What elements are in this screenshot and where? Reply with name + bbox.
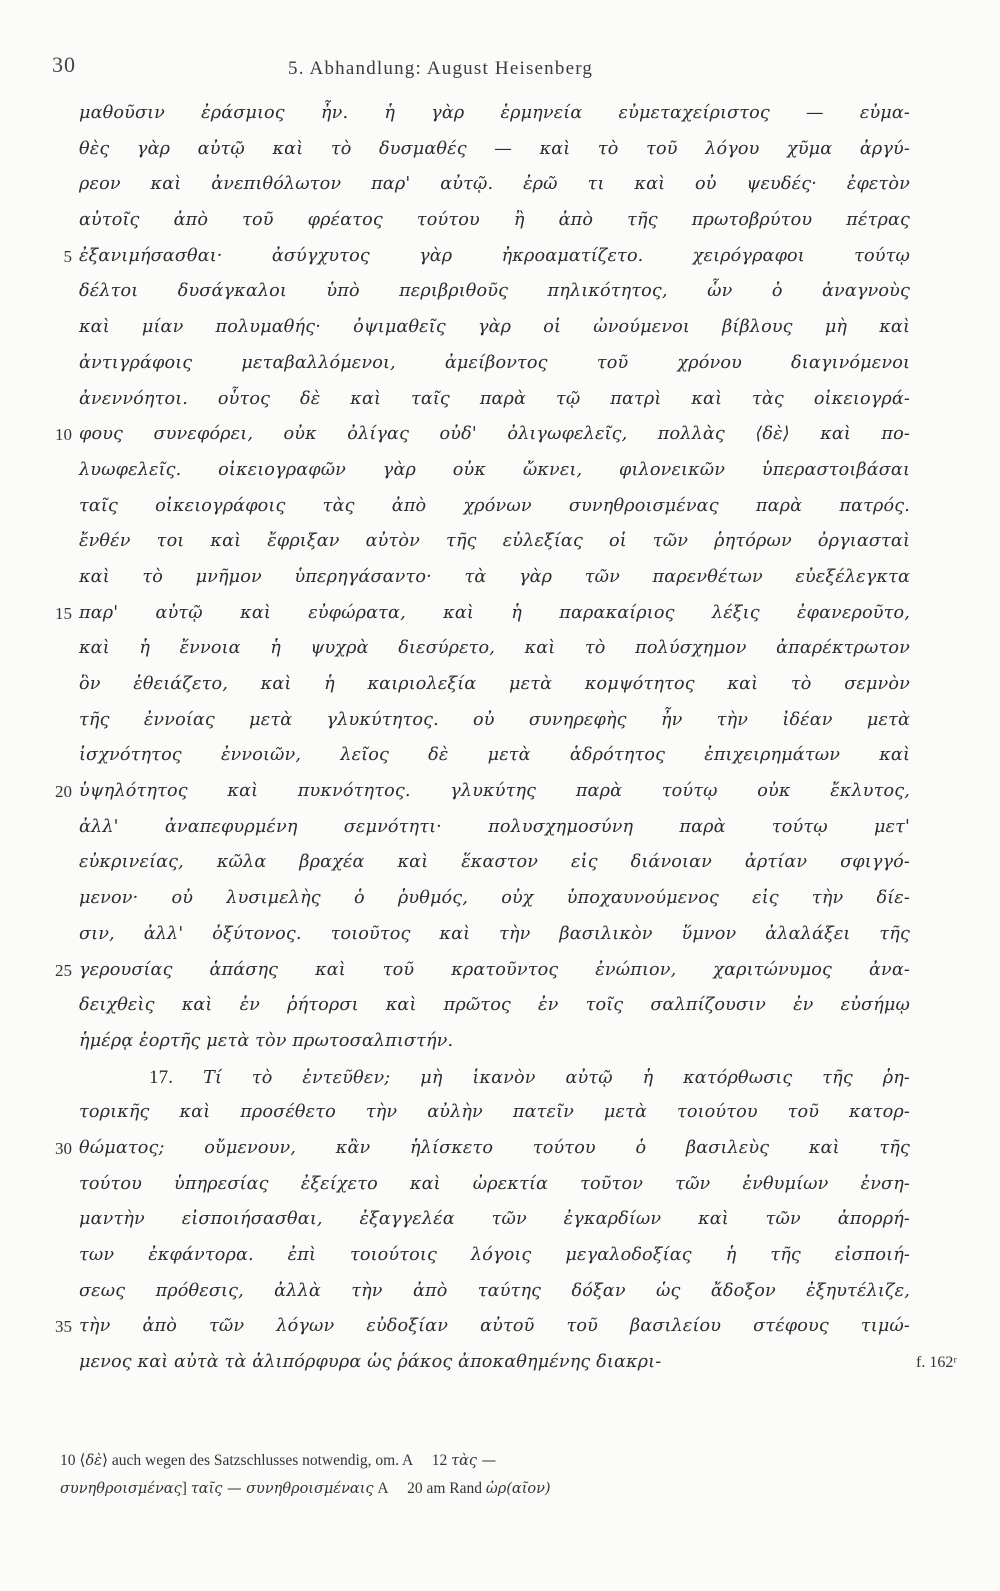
text-line <box>0 631 1000 667</box>
text-line <box>0 417 1000 453</box>
text-line <box>0 1238 1000 1274</box>
text-line <box>0 1095 1000 1131</box>
text-line <box>0 167 1000 203</box>
text-line <box>0 1024 1000 1060</box>
line-text: παρ' αὐτῷ καὶ εὐφώρατα, καὶ ἡ παρακαίριος λέξις ἐφανεροῦτο, <box>79 602 910 623</box>
line-text: ρεον καὶ ἀνεπιθόλωτον παρ' αὐτῷ. ἐρῶ τι καὶ οὐ ψευδές· ἐφετὸν <box>79 174 910 195</box>
footnote-greek: συνηθροισμένας <box>60 1481 182 1497</box>
text-line <box>0 382 1000 418</box>
text-line <box>0 1274 1000 1310</box>
footnote-text: ⟩ auch wegen des Satzschlusses notwendig, om. A 12 <box>101 1452 452 1469</box>
footnote-greek: δὲ <box>85 1453 102 1469</box>
running-title: 5. Abhandlung: August Heisenberg <box>288 58 594 79</box>
text-line <box>0 1309 1000 1345</box>
text-line <box>0 596 1000 632</box>
line-text: λυωφελεῖς. οἰκειογραφῶν γὰρ οὐκ ὤκνει, φιλονεικῶν ὑπεραστοιβάσαι <box>79 459 910 480</box>
line-text: ἔνθέν τοι καὶ ἔφριξαν αὐτὸν τῆς εὐλεξίας οἱ τῶν ῥητόρων ὀργιασταὶ <box>79 531 910 552</box>
line-text: γερουσίας ἁπάσης καὶ τοῦ κρατοῦντος ἐνώπιον, χαριτώνυμος ἀνα- <box>79 959 910 980</box>
text-line <box>0 953 1000 989</box>
line-number: 25 <box>55 960 72 980</box>
line-number: 5 <box>63 246 72 266</box>
line-number: 35 <box>55 1317 72 1337</box>
text-line <box>0 988 1000 1024</box>
line-text: καὶ ἡ ἔννοια ἡ ψυχρὰ διεσύρετο, καὶ τὸ πολύσχημον ἀπαρέκτρωτον <box>79 638 910 659</box>
footnote-greek: ὡρ(αῖον) <box>485 1481 551 1497</box>
footnote-text: ] <box>181 1480 191 1497</box>
line-body: Τί τὸ ἐντεῦθεν; μὴ ἱκανὸν αὐτῷ ἡ κατόρθωσις τῆς ῥη- <box>203 1067 910 1088</box>
text-line <box>0 1060 1000 1096</box>
line-text: καὶ τὸ μνῆμον ὑπερηγάσαντο· τὰ γὰρ τῶν παρενθέτων εὐεξέλεγκτα <box>79 566 910 587</box>
footnote-greek: ταῖς — συνηθροισμέναις <box>190 1481 374 1497</box>
line-text: τορικῆς καὶ προσέθετο τὴν αὐλὴν πατεῖν μετὰ τοιούτου τοῦ κατορ- <box>79 1102 910 1123</box>
footnote-text: A 20 am Rand <box>373 1480 486 1497</box>
line-text: φους συνεφόρει, οὐκ ὀλίγας οὐδ' ὀλιγωφελεῖς, πολλὰς ⟨δὲ⟩ καὶ πο- <box>79 424 910 445</box>
text-line <box>0 1167 1000 1203</box>
text-line <box>0 239 1000 275</box>
text-line <box>0 96 1000 132</box>
text-line <box>0 453 1000 489</box>
text-line <box>0 1131 1000 1167</box>
text-line <box>0 489 1000 525</box>
line-text: τούτου ὑπηρεσίας ἐξείχετο καὶ ὠρεκτία τοῦτον τῶν ἐνθυμίων ἐνση- <box>79 1173 910 1194</box>
text-line <box>0 881 1000 917</box>
line-number: 30 <box>55 1138 72 1158</box>
line-text: δειχθεὶς καὶ ἐν ῥήτορσι καὶ πρῶτος ἐν τοῖς σαλπίζουσιν ἐν εὐσήμῳ <box>79 995 910 1016</box>
footnote-greek: τὰς — <box>451 1453 497 1469</box>
footnote-text: 10 ⟨ <box>60 1452 86 1469</box>
text-line <box>0 310 1000 346</box>
line-text: των ἐκφάντορα. ἐπὶ τοιούτοις λόγοις μεγαλοδοξίας ἡ τῆς εἰσποιή- <box>79 1245 910 1265</box>
line-number: 20 <box>55 782 72 802</box>
line-text: θὲς γὰρ αὐτῷ καὶ τὸ δυσμαθές — καὶ τὸ τοῦ λόγου χῦμα ἀργύ- <box>79 138 910 159</box>
line-text: μαθοῦσιν ἐράσμιος ἦν. ἡ γὰρ ἑρμηνεία εὐμεταχείριστος — εὐμα- <box>79 103 910 123</box>
line-text <box>79 1060 910 1097</box>
line-text: ταῖς οἰκειογράφοις τὰς ἀπὸ χρόνων συνηθροισμένας παρὰ πατρός. <box>79 495 910 516</box>
line-text: ὃν ἐθειάζετο, καὶ ἡ καιριολεξία μετὰ κομψότητος καὶ τὸ σεμνὸν <box>79 674 910 694</box>
text-line <box>0 1345 1000 1381</box>
line-text: μαντὴν εἰσποιήσασθαι, ἐξαγγελέα τῶν ἐγκαρδίων καὶ τῶν ἀπορρή- <box>79 1209 910 1230</box>
line-text: ἀνεννόητοι. οὗτος δὲ καὶ ταῖς παρὰ τῷ πατρὶ καὶ τὰς οἰκειογρά- <box>79 388 910 409</box>
line-text: ὑψηλότητος καὶ πυκνότητος. γλυκύτης παρὰ τούτῳ οὐκ ἔκλυτος, <box>79 781 910 802</box>
line-text: αὐτοῖς ἀπὸ τοῦ φρέατος τούτου ἢ ἀπὸ τῆς πρωτοβρύτου πέτρας <box>79 210 910 231</box>
line-text: θώματος; οὔμενουν, κἂν ἡλίσκετο τούτου ὁ βασιλεὺς καὶ τῆς <box>79 1137 910 1158</box>
line-text: μενος καὶ αὐτὰ τὰ ἁλιπόρφυρα ὡς ῥάκος ἀποκαθημένης διακρι- <box>79 1352 662 1373</box>
text-line <box>0 917 1000 953</box>
text-line <box>0 346 1000 382</box>
text-line <box>0 703 1000 739</box>
footnotes <box>60 1446 830 1502</box>
line-text: μενον· οὐ λυσιμελὴς ὁ ῥυθμός, οὐχ ὑποχαυνούμενος εἰς τὴν δίε- <box>79 888 910 909</box>
text-line <box>0 560 1000 596</box>
footnote-line-2 <box>60 1474 830 1502</box>
line-number: 10 <box>55 425 72 445</box>
line-text: ἐξανιμήσασθαι· ἀσύγχυτος γὰρ ἠκροαματίζετο. χειρόγραφοι τούτῳ <box>79 245 910 266</box>
text-line <box>0 524 1000 560</box>
footnote-line-1 <box>60 1446 830 1474</box>
line-text: σιν, ἀλλ' ὀξύτονος. τοιοῦτος καὶ τὴν βασιλικὸν ὕμνον ἀλαλάξει τῆς <box>79 923 910 944</box>
text-line <box>0 132 1000 168</box>
text-line <box>0 1202 1000 1238</box>
text-line <box>0 203 1000 239</box>
text-line <box>0 738 1000 774</box>
text-line <box>0 845 1000 881</box>
folio-margin-note: f. 162ʳ <box>916 1354 957 1372</box>
line-text: εὐκρινείας, κῶλα βραχέα καὶ ἕκαστον εἰς διάνοιαν ἀρτίαν σφιγγό- <box>79 852 910 873</box>
text-line <box>0 274 1000 310</box>
line-text: τῆς ἐννοίας μετὰ γλυκύτητος. οὐ συνηρεφὴς ἦν τὴν ἰδέαν μετὰ <box>79 709 910 730</box>
main-text <box>0 96 1000 1381</box>
section-number: 17. <box>149 1066 174 1088</box>
line-text: σεως πρόθεσις, ἀλλὰ τὴν ἀπὸ ταύτης δόξαν ὡς ἄδοξον ἐξηυτέλιζε, <box>79 1280 910 1301</box>
line-text: ἀντιγράφοις μεταβαλλόμενοι, ἀμείβοντος τοῦ χρόνου διαγινόμενοι <box>79 352 910 373</box>
line-text: δέλτοι δυσάγκαλοι ὑπὸ περιβριθοῦς πηλικότητος, ὧν ὁ ἀναγνοὺς <box>79 281 910 302</box>
text-line <box>0 810 1000 846</box>
line-text: ἀλλ' ἀναπεφυρμένη σεμνότητι· πολυσχημοσύνη παρὰ τούτῳ μετ' <box>79 816 910 837</box>
text-line <box>0 667 1000 703</box>
line-text: καὶ μίαν πολυμαθής· ὀψιμαθεῖς γὰρ οἱ ὠνούμενοι βίβλους μὴ καὶ <box>79 317 910 338</box>
line-number: 15 <box>55 603 72 623</box>
text-line <box>0 774 1000 810</box>
line-text: ἰσχνότητος ἐννοιῶν, λεῖος δὲ μετὰ ἁδρότητος ἐπιχειρημάτων καὶ <box>79 745 910 766</box>
line-text: ἡμέρᾳ ἑορτῆς μετὰ τὸν πρωτοσαλπιστήν. <box>79 1030 454 1051</box>
page-number: 30 <box>52 52 76 77</box>
line-text: τὴν ἀπὸ τῶν λόγων εὐδοξίαν αὐτοῦ τοῦ βασιλείου στέφους τιμώ- <box>79 1316 910 1337</box>
